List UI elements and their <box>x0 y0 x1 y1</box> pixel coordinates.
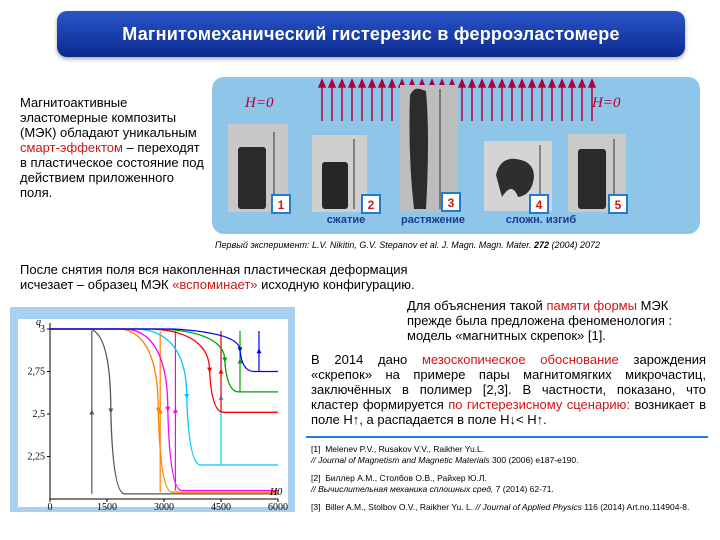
references <box>311 444 711 520</box>
after-part1: После снятия поля вся накопленная пластическая деформация исчезает – образец МЭК <box>20 262 408 292</box>
field-arrow-head <box>349 80 355 87</box>
field-arrow-head <box>499 80 505 87</box>
x-tick-label: 6000 <box>268 502 288 512</box>
title-bar <box>57 11 685 57</box>
after-field-text <box>20 262 460 292</box>
badge-3: 3 <box>447 196 455 210</box>
badge-1: 1 <box>277 198 285 212</box>
chart-svg <box>10 307 295 512</box>
x-tick-label: 4500 <box>211 502 231 512</box>
after-part2: исходную конфигурацию. <box>257 277 415 292</box>
chart-background <box>18 319 288 507</box>
field-arrow-head <box>529 80 535 87</box>
field-arrow-head <box>369 80 375 87</box>
ref2-num: [2] <box>311 473 321 483</box>
ref3-journal: // Journal of Applied Physics <box>475 502 582 512</box>
field-arrow-head <box>339 80 345 87</box>
divider-line <box>306 436 708 438</box>
field-arrow-head <box>509 80 515 87</box>
photo-sample-2 <box>312 135 367 212</box>
reference-1 <box>311 444 711 466</box>
field-arrow-head <box>539 80 545 87</box>
field-arrow-head <box>549 80 555 87</box>
field-arrow-head <box>519 80 525 87</box>
caption-volume: 272 <box>533 240 549 250</box>
y-tick-label: 2,25 <box>27 451 45 463</box>
field-arrow-head <box>589 80 595 87</box>
field-arrow-head <box>479 80 485 87</box>
ref1-num: [1] <box>311 444 321 454</box>
p2014-highlight2: по гистерезисному сценарию: <box>448 397 631 412</box>
label-tension: растяжение <box>400 214 466 226</box>
explain-part1: Для объяснения такой <box>407 298 547 313</box>
photo-caption <box>215 240 600 250</box>
field-arrow-head <box>579 80 585 87</box>
p2014-part1: В 2014 дано <box>311 352 422 367</box>
field-arrow-head <box>319 80 325 87</box>
ref3-details: 116 (2014) Art.no.114904-8. <box>581 502 690 512</box>
y-tick-label: 3 <box>40 324 45 335</box>
label-compression: сжатие <box>326 214 366 226</box>
y-axis-label: q <box>36 317 41 328</box>
p2014-highlight1: мезоскопическое обоснование <box>421 352 619 367</box>
intro-text <box>20 95 205 200</box>
ref3-authors: Biller A.M., Stolbov O.V., Raikher Yu. L. <box>325 502 474 512</box>
caption-suffix: (2004) 2072 <box>549 240 601 250</box>
field-off-label-right: H=0 <box>592 95 621 111</box>
caption-prefix: Первый эксперимент: L.V. Nikitin, G.V. Stepanov et al. J. Magn. Magn. Mater. <box>215 240 534 250</box>
ref2-journal: // Вычислительная механика сплошных сред, <box>311 484 494 494</box>
intro-part2: – переходят в пластическое состояние под действием приложенного поля. <box>20 140 204 200</box>
explain-highlight: памяти формы <box>546 298 637 313</box>
field-arrow-head <box>379 80 385 87</box>
reference-3 <box>311 502 711 513</box>
page-title: Магнитомеханический гистерезис в ферроэластомере <box>122 23 620 44</box>
ref3-num: [3] <box>311 502 321 512</box>
field-arrow-head <box>329 80 335 87</box>
paragraph-2014 <box>311 352 706 427</box>
x-tick-label: 1500 <box>97 502 117 512</box>
after-highlight: «вспоминает» <box>172 277 258 292</box>
ref2-details: 7 (2014) 62-71. <box>493 484 554 494</box>
label-bending: сложн. изгиб <box>505 214 577 226</box>
badge-5: 5 <box>614 198 622 212</box>
experiment-photos <box>212 77 700 234</box>
y-tick-label: 2,5 <box>32 409 45 420</box>
explain-part2: МЭК прежде была предложена феноменология : модель «магнитных скрепок» [1]. <box>407 298 673 343</box>
intro-highlight: смарт-эффектом <box>20 140 123 155</box>
hysteresis-chart <box>10 307 295 512</box>
p2014-part3: возникает в поле H↑, а распадается в поле H↓< H↑. <box>311 397 706 427</box>
p2014-part2: зарождения «скрепок» на примере пары магнитомягких микрочастиц, заключённых в полимер [2,3]. В частности, показано, что кластер формируется <box>311 352 706 412</box>
ref1-journal: // Journal of Magnetism and Magnetic Materials <box>311 455 490 465</box>
badge-4: 4 <box>535 198 543 212</box>
field-arrow-head <box>459 80 465 87</box>
explain-text <box>407 298 707 343</box>
reference-2 <box>311 473 711 495</box>
field-arrow-head <box>569 80 575 87</box>
y-tick-label: 2,75 <box>27 366 45 378</box>
ref2-authors: Биллер А.М., Столбов О.В., Райхер Ю.Л. <box>325 473 487 483</box>
x-tick-label: 0 <box>47 502 53 512</box>
field-arrow-head <box>489 80 495 87</box>
field-arrow-head <box>469 80 475 87</box>
intro-part1: Магнитоактивные эластомерные композиты (МЭК) обладают уникальным <box>20 95 197 140</box>
x-tick-label: 3000 <box>154 502 174 512</box>
field-off-label-left: H=0 <box>245 95 274 111</box>
ref1-authors: Melenev P.V., Rusakov V.V., Raikher Yu.L. <box>325 444 485 454</box>
field-arrow-head <box>359 80 365 87</box>
field-arrow-head <box>559 80 565 87</box>
photos-svg <box>212 77 700 234</box>
badge-2: 2 <box>367 198 375 212</box>
x-axis-label: H0 <box>270 487 283 498</box>
field-arrow-head <box>389 80 395 87</box>
ref1-details: 300 (2006) e187-e190. <box>489 455 579 465</box>
